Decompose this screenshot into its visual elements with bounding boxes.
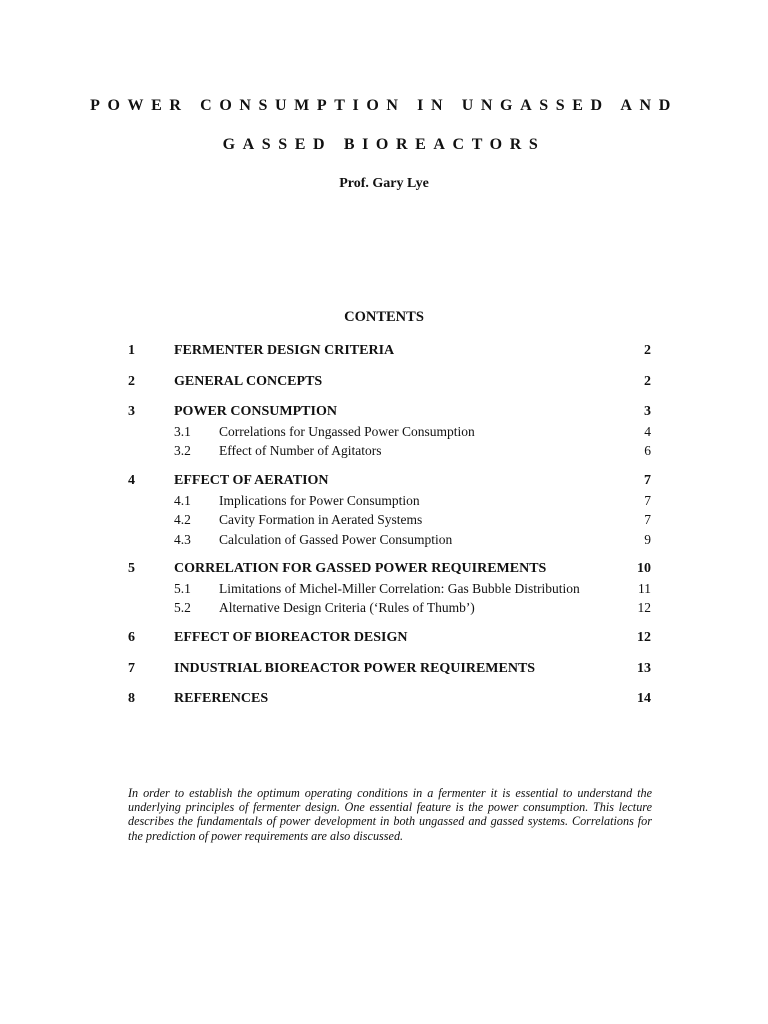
- toc-subsection-title: Cavity Formation in Aerated Systems: [219, 512, 423, 528]
- toc-subsection-page: 11: [638, 581, 651, 596]
- toc-section-page: 10: [637, 561, 651, 576]
- toc-subsection-number: 5.1: [174, 581, 191, 596]
- toc-section-number: 3: [128, 404, 135, 419]
- toc-section: [0, 472, 768, 490]
- toc-subsection: [0, 511, 768, 529]
- title-line-1: POWER CONSUMPTION IN UNGASSED AND: [90, 97, 678, 114]
- toc-subsection-page: 4: [644, 424, 651, 439]
- toc-section-number: 2: [128, 374, 135, 389]
- toc-section: [0, 403, 768, 421]
- toc-section-page: 3: [644, 404, 651, 419]
- toc-subsection-number: 5.2: [174, 600, 191, 616]
- toc-section: [0, 690, 768, 708]
- toc-section-page: 2: [644, 374, 651, 389]
- toc-subsection: [0, 423, 768, 441]
- toc-subsection-number: 4.2: [174, 512, 191, 528]
- toc-section-title: INDUSTRIAL BIOREACTOR POWER REQUIREMENTS: [174, 661, 536, 676]
- toc-section-page: 14: [637, 691, 651, 706]
- toc-section-title: EFFECT OF BIOREACTOR DESIGN: [174, 630, 408, 645]
- author: Prof. Gary Lye: [339, 176, 429, 191]
- toc-subsection-title: Correlations for Ungassed Power Consumption: [219, 424, 475, 439]
- toc-subsection-number: 3.1: [174, 424, 191, 439]
- toc-section-title: POWER CONSUMPTION: [174, 404, 337, 419]
- toc-section: [0, 342, 768, 360]
- toc-subsection: [0, 442, 768, 460]
- toc-section-page: 7: [644, 473, 651, 488]
- toc-subsection-page: 9: [644, 531, 651, 547]
- toc-subsection-page: 12: [637, 600, 651, 616]
- toc-subsection-title: Limitations of Michel-Miller Correlation: Gas Bubble Distribution: [219, 581, 580, 596]
- toc-subsection-number: 4.1: [174, 493, 191, 508]
- toc-section-title: FERMENTER DESIGN CRITERIA: [174, 343, 395, 358]
- toc-section-title: REFERENCES: [174, 691, 269, 706]
- toc-section-page: 2: [644, 343, 651, 358]
- abstract: In order to establish the optimum operating conditions in a fermenter it is essential to understand the underlying principles of fermenter design. One essential feature is the power consumption. This lecture describes the fundamentals of power development in both ungassed and gassed systems. Correlations for the prediction of power requirements are also discussed.: [128, 786, 652, 843]
- toc-section-page: 13: [637, 661, 651, 676]
- toc-section: [0, 629, 768, 647]
- toc-subsection-number: 4.3: [174, 531, 191, 547]
- toc-section-page: 12: [637, 630, 651, 645]
- toc-section-number: 8: [128, 691, 135, 706]
- toc-subsection: [0, 492, 768, 510]
- toc-section-number: 7: [128, 661, 135, 676]
- contents-heading: CONTENTS: [344, 309, 424, 325]
- toc-section-number: 4: [128, 473, 135, 488]
- toc-subsection-page: 7: [644, 493, 651, 508]
- toc-section: [0, 660, 768, 678]
- toc-subsection: [0, 599, 768, 617]
- toc-subsection: [0, 580, 768, 598]
- toc-section: [0, 373, 768, 391]
- toc-subsection-title: Effect of Number of Agitators: [219, 443, 382, 459]
- toc-section-number: 1: [128, 343, 135, 358]
- toc-section-title: CORRELATION FOR GASSED POWER REQUIREMENTS: [174, 561, 547, 576]
- toc-section-number: 5: [128, 561, 135, 576]
- title-line-2: GASSED BIOREACTORS: [222, 136, 546, 153]
- toc-section: [0, 560, 768, 578]
- toc-subsection-page: 7: [644, 512, 651, 528]
- toc-section-title: EFFECT OF AERATION: [174, 473, 329, 488]
- toc-subsection-page: 6: [644, 443, 651, 459]
- toc-subsection-title: Alternative Design Criteria (‘Rules of Thumb’): [219, 600, 475, 616]
- toc-subsection-title: Implications for Power Consumption: [219, 493, 420, 508]
- toc-subsection-number: 3.2: [174, 443, 191, 459]
- toc-section-number: 6: [128, 630, 135, 645]
- toc-subsection-title: Calculation of Gassed Power Consumption: [219, 531, 453, 547]
- toc-subsection: [0, 531, 768, 549]
- toc-section-title: GENERAL CONCEPTS: [174, 374, 323, 389]
